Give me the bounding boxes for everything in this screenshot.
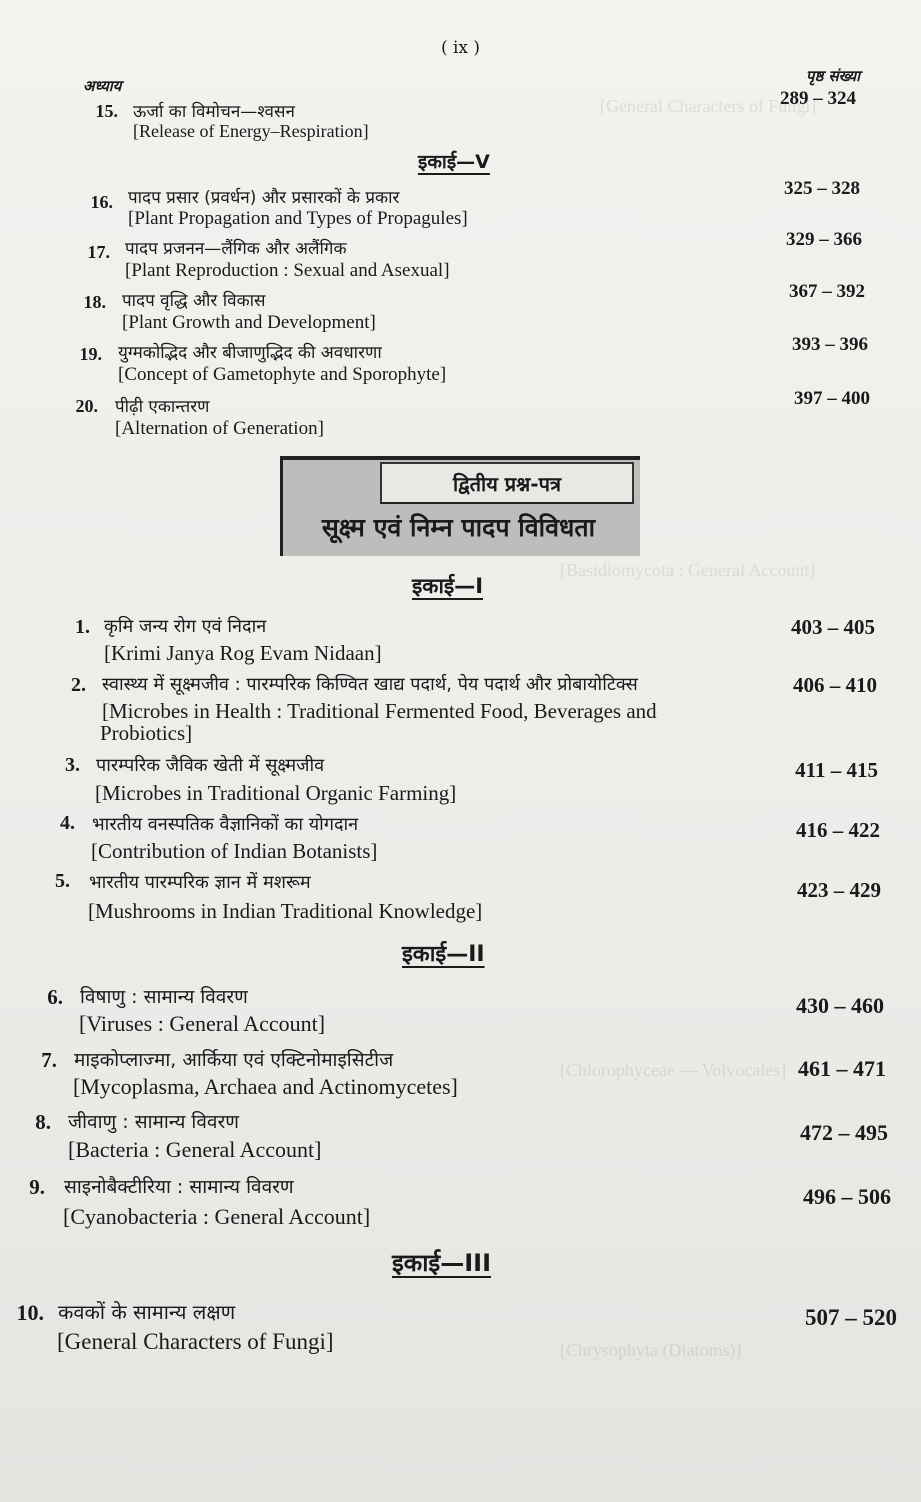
entry-number: 19. <box>79 344 102 364</box>
entry-title-english: [General Characters of Fungi] <box>57 1329 334 1354</box>
entry-title-english: [Plant Growth and Development] <box>122 312 376 333</box>
entry-pages: 403 – 405 <box>791 615 875 639</box>
entry-title-english: [Mushrooms in Indian Traditional Knowledge] <box>88 899 483 923</box>
entry-title-english: [Viruses : General Account] <box>79 1011 326 1036</box>
entry-title-hindi: ऊर्जा का विमोचन—श्वसन <box>133 102 295 122</box>
entry-title-hindi: कवकों के सामान्य लक्षण <box>58 1300 236 1324</box>
entry-pages: 496 – 506 <box>803 1184 891 1209</box>
entry-number: 6. <box>47 985 63 1009</box>
entry-title-english-continued: Probiotics] <box>100 721 193 745</box>
entry-title-hindi: स्वास्थ्य में सूक्ष्मजीव : पारम्परिक किण्वित खाद्य पदार्थ, पेय पदार्थ और प्रोबायोटिक्स <box>102 674 638 695</box>
entry-title-english: [Mycoplasma, Archaea and Actinomycetes] <box>73 1074 458 1099</box>
bleed-through-text: [Basidiomycota : General Account] <box>560 560 816 580</box>
entry-title-hindi: पादप प्रजनन—लैंगिक और अलैंगिक <box>125 239 347 259</box>
entry-number: 10. <box>16 1300 44 1325</box>
entry-pages: 461 – 471 <box>798 1056 886 1081</box>
entry-number: 8. <box>35 1110 51 1134</box>
entry-title-english: [Cyanobacteria : General Account] <box>63 1204 371 1229</box>
unit-heading: इकाई—II <box>402 942 485 967</box>
unit-heading: इकाई—III <box>392 1249 492 1277</box>
bleed-through-text: [Chlorophyceae — Volvocales] <box>560 1060 787 1080</box>
entry-title-hindi: पारम्परिक जैविक खेती में सूक्ष्मजीव <box>96 755 325 776</box>
entry-pages: 289 – 324 <box>780 88 856 109</box>
second-paper-label: द्वितीय प्रश्न-पत्र <box>452 472 562 496</box>
entry-title-hindi: कृमि जन्य रोग एवं निदान <box>104 616 267 637</box>
page-number: ( ix ) <box>440 38 481 58</box>
second-paper-title: सूक्ष्म एवं निम्न पादप विविधता <box>321 513 596 542</box>
entry-pages: 430 – 460 <box>796 993 884 1018</box>
entry-title-hindi: विषाणु : सामान्य विवरण <box>80 986 248 1008</box>
entry-number: 4. <box>60 812 75 834</box>
entry-number: 17. <box>87 242 110 262</box>
entry-title-english: [Plant Reproduction : Sexual and Asexual] <box>125 260 450 281</box>
entry-title-hindi: भारतीय पारम्परिक ज्ञान में मशरूम <box>89 872 311 893</box>
second-paper-label-box <box>380 462 634 504</box>
entry-pages: 507 – 520 <box>805 1305 897 1330</box>
entry-title-hindi: पादप वृद्धि और विकास <box>122 291 266 311</box>
entry-title-hindi: माइकोप्लाज्मा, आर्किया एवं एक्टिनोमाइसिटीज <box>74 1049 394 1071</box>
entry-title-hindi: पीढ़ी एकान्तरण <box>115 397 210 417</box>
page-column-header: पृष्ठ संख्या <box>805 67 860 85</box>
bleed-through-text: [General Characters of Fungi] <box>600 96 817 116</box>
entry-number: 20. <box>75 396 98 416</box>
entry-title-english: [Microbes in Traditional Organic Farming] <box>95 781 457 805</box>
unit-heading: इकाई—I <box>412 574 484 598</box>
entry-number: 2. <box>71 674 86 696</box>
entry-number: 18. <box>83 292 106 312</box>
entry-title-english: [Microbes in Health : Traditional Fermented Food, Beverages and <box>102 699 657 723</box>
entry-title-hindi: साइनोबैक्टीरिया : सामान्य विवरण <box>64 1176 294 1198</box>
entry-pages: 423 – 429 <box>797 878 881 902</box>
entry-title-english: [Release of Energy–Respiration] <box>133 121 369 141</box>
entry-title-hindi: भारतीय वनस्पतिक वैज्ञानिकों का योगदान <box>92 814 359 835</box>
entry-number: 15. <box>95 101 118 121</box>
entry-pages: 325 – 328 <box>784 178 860 199</box>
entry-number: 5. <box>55 870 70 892</box>
entry-title-english: [Concept of Gametophyte and Sporophyte] <box>118 364 447 385</box>
entry-title-hindi: जीवाणु : सामान्य विवरण <box>68 1111 239 1133</box>
entry-title-english: [Krimi Janya Rog Evam Nidaan] <box>104 641 382 665</box>
entry-title-english: [Bacteria : General Account] <box>68 1137 322 1162</box>
entry-pages: 367 – 392 <box>789 281 865 302</box>
entry-pages: 397 – 400 <box>794 388 870 409</box>
entry-pages: 411 – 415 <box>795 758 878 782</box>
entry-pages: 393 – 396 <box>792 334 868 355</box>
entry-pages: 329 – 366 <box>786 229 862 250</box>
entry-number: 1. <box>75 616 90 638</box>
entry-pages: 406 – 410 <box>793 673 877 697</box>
bleed-through-text: [Chrysophyta (Diatoms)] <box>560 1340 742 1360</box>
entry-number: 7. <box>41 1048 57 1072</box>
entry-title-english: [Plant Propagation and Types of Propagules] <box>128 208 468 229</box>
entry-pages: 416 – 422 <box>796 818 880 842</box>
entry-title-english: [Contribution of Indian Botanists] <box>91 839 378 863</box>
unit-heading: इकाई—V <box>418 151 490 173</box>
entry-title-hindi: युग्मकोद्भिद और बीजाणुद्भिद की अवधारणा <box>118 343 382 363</box>
chapter-column-header: अध्याय <box>83 77 122 95</box>
entry-pages: 472 – 495 <box>800 1120 888 1145</box>
entry-number: 16. <box>90 192 113 212</box>
entry-title-hindi: पादप प्रसार (प्रवर्धन) और प्रसारकों के प्रकार <box>128 188 400 208</box>
entry-number: 3. <box>65 754 80 776</box>
entry-title-english: [Alternation of Generation] <box>115 418 324 439</box>
entry-number: 9. <box>29 1175 45 1199</box>
